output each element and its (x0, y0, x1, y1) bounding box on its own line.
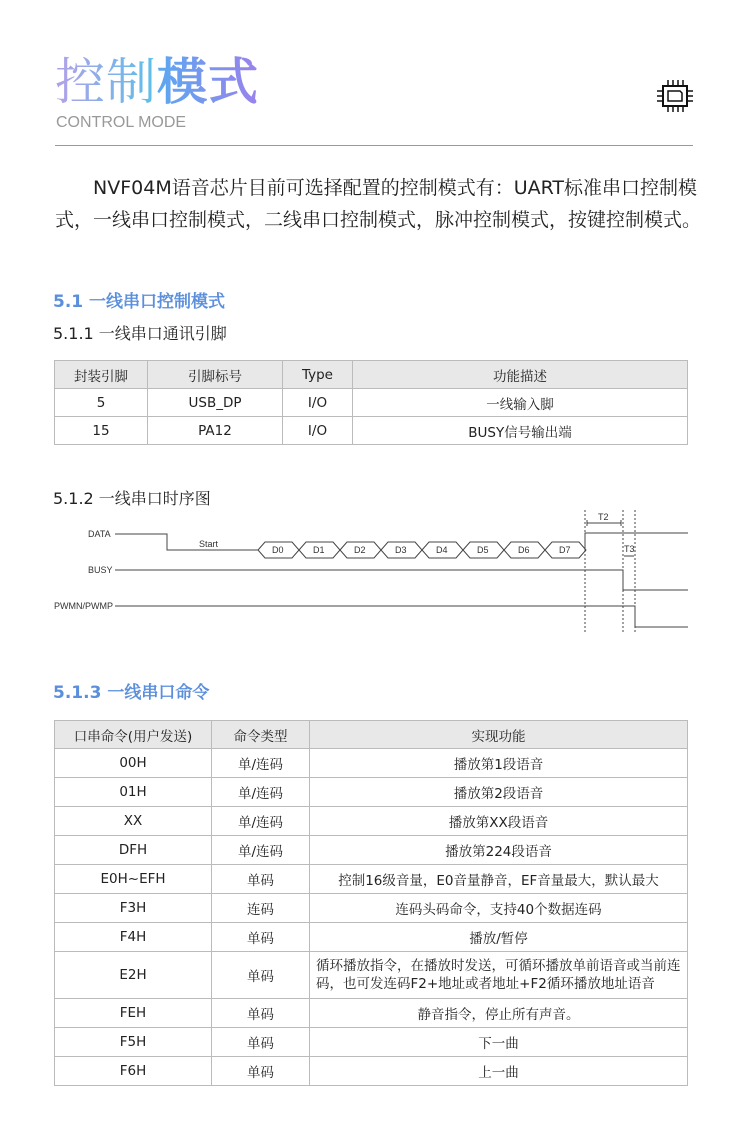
header-cell: 实现功能 (310, 721, 688, 749)
cell: F4H (55, 923, 212, 952)
subsection-heading: 5.1.1 一线串口通讯引脚 (53, 324, 227, 343)
header-cell: 口串命令(用户发送) (55, 721, 212, 749)
cell: 播放第2段语音 (310, 778, 688, 807)
cell: USB_DP (148, 389, 283, 417)
cell: FEH (55, 999, 212, 1028)
cell: E0H~EFH (55, 865, 212, 894)
cell: BUSY信号输出端 (353, 417, 688, 445)
bit-label: D5 (477, 545, 489, 555)
section-heading: 5.1 一线串口控制模式 (53, 292, 226, 312)
cell: 控制16级音量，E0音量静音，EF音量最大，默认最大 (310, 865, 688, 894)
cell: 单码 (212, 923, 310, 952)
table-row (55, 923, 688, 952)
cell: 单码 (212, 1057, 310, 1086)
intro-paragraph: NVF04M语音芯片目前可选择配置的控制模式有：UART标准串口控制模式，一线串口控制模式，二线串口控制模式，脉冲控制模式，按键控制模式。 (55, 177, 702, 231)
t2-label: T2 (598, 512, 609, 522)
cell: 静音指令，停止所有声音。 (310, 999, 688, 1028)
cell: 上一曲 (310, 1057, 688, 1086)
cell: 播放/暂停 (310, 923, 688, 952)
signal-label: BUSY (88, 565, 113, 575)
cell: 循环播放指令，在播放时发送，可循环播放单前语音或当前连码，也可发连码F2+地址或者地址+F2循环播放地址语音 (310, 952, 688, 999)
bit-label: D0 (272, 545, 284, 555)
table-row (55, 749, 688, 778)
table-row (55, 389, 688, 417)
page-subtitle: CONTROL MODE (56, 114, 187, 131)
cell: 连码头码命令，支持40个数据连码 (310, 894, 688, 923)
header-cell: 功能描述 (353, 361, 688, 389)
cell: 单/连码 (212, 749, 310, 778)
table-row (55, 894, 688, 923)
table-header-row (55, 721, 688, 749)
divider (55, 145, 693, 146)
busy-line (115, 570, 688, 590)
cell: 连码 (212, 894, 310, 923)
table-row (55, 807, 688, 836)
bit-label: D3 (395, 545, 407, 555)
header-cell: 引脚标号 (148, 361, 283, 389)
table-row (55, 865, 688, 894)
cell: 单码 (212, 865, 310, 894)
cell: 单码 (212, 1028, 310, 1057)
cell: 00H (55, 749, 212, 778)
data-line (115, 534, 258, 550)
chip-icon (655, 78, 695, 118)
cell: F6H (55, 1057, 212, 1086)
title-bold: 模式 (157, 53, 259, 111)
cell: DFH (55, 836, 212, 865)
header-cell: 封装引脚 (55, 361, 148, 389)
cell: I/O (283, 389, 353, 417)
cell: F3H (55, 894, 212, 923)
cell: XX (55, 807, 212, 836)
cell: 5 (55, 389, 148, 417)
subsection-heading: 5.1.2 一线串口时序图 (53, 489, 211, 508)
cell: 单/连码 (212, 836, 310, 865)
bit-label: D6 (518, 545, 530, 555)
table-row (55, 952, 688, 999)
header-cell: Type (283, 361, 353, 389)
pin-table (54, 360, 688, 445)
bit-label: D4 (436, 545, 448, 555)
table-header-row (55, 361, 688, 389)
table-row (55, 999, 688, 1028)
cell: F5H (55, 1028, 212, 1057)
cell: 15 (55, 417, 148, 445)
cell: 播放第XX段语音 (310, 807, 688, 836)
pwm-line (115, 606, 688, 627)
page-title (55, 52, 259, 112)
command-table (54, 720, 688, 1086)
cell: 单/连码 (212, 807, 310, 836)
cell: E2H (55, 952, 212, 999)
cell: 单码 (212, 952, 310, 999)
table-row (55, 1028, 688, 1057)
table-row (55, 778, 688, 807)
section-heading: 5.1.3 一线串口命令 (53, 683, 210, 703)
cell: 单码 (212, 999, 310, 1028)
bit-label: D1 (313, 545, 325, 555)
signal-label: PWMN/PWMP (54, 601, 113, 611)
cell: PA12 (148, 417, 283, 445)
data-line-end (585, 533, 688, 550)
table-row (55, 417, 688, 445)
cell: 单/连码 (212, 778, 310, 807)
title-thin: 控制 (55, 53, 157, 111)
cell: 播放第224段语音 (310, 836, 688, 865)
bit-label: D2 (354, 545, 366, 555)
header-cell: 命令类型 (212, 721, 310, 749)
cell: 下一曲 (310, 1028, 688, 1057)
bit-label: D7 (559, 545, 571, 555)
t3-label: T3 (624, 544, 635, 554)
signal-label: DATA (88, 529, 111, 539)
cell: 01H (55, 778, 212, 807)
timing-diagram (0, 500, 750, 640)
cell: 一线输入脚 (353, 389, 688, 417)
table-row (55, 836, 688, 865)
cell: 播放第1段语音 (310, 749, 688, 778)
start-label: Start (199, 539, 219, 549)
cell: I/O (283, 417, 353, 445)
table-row (55, 1057, 688, 1086)
